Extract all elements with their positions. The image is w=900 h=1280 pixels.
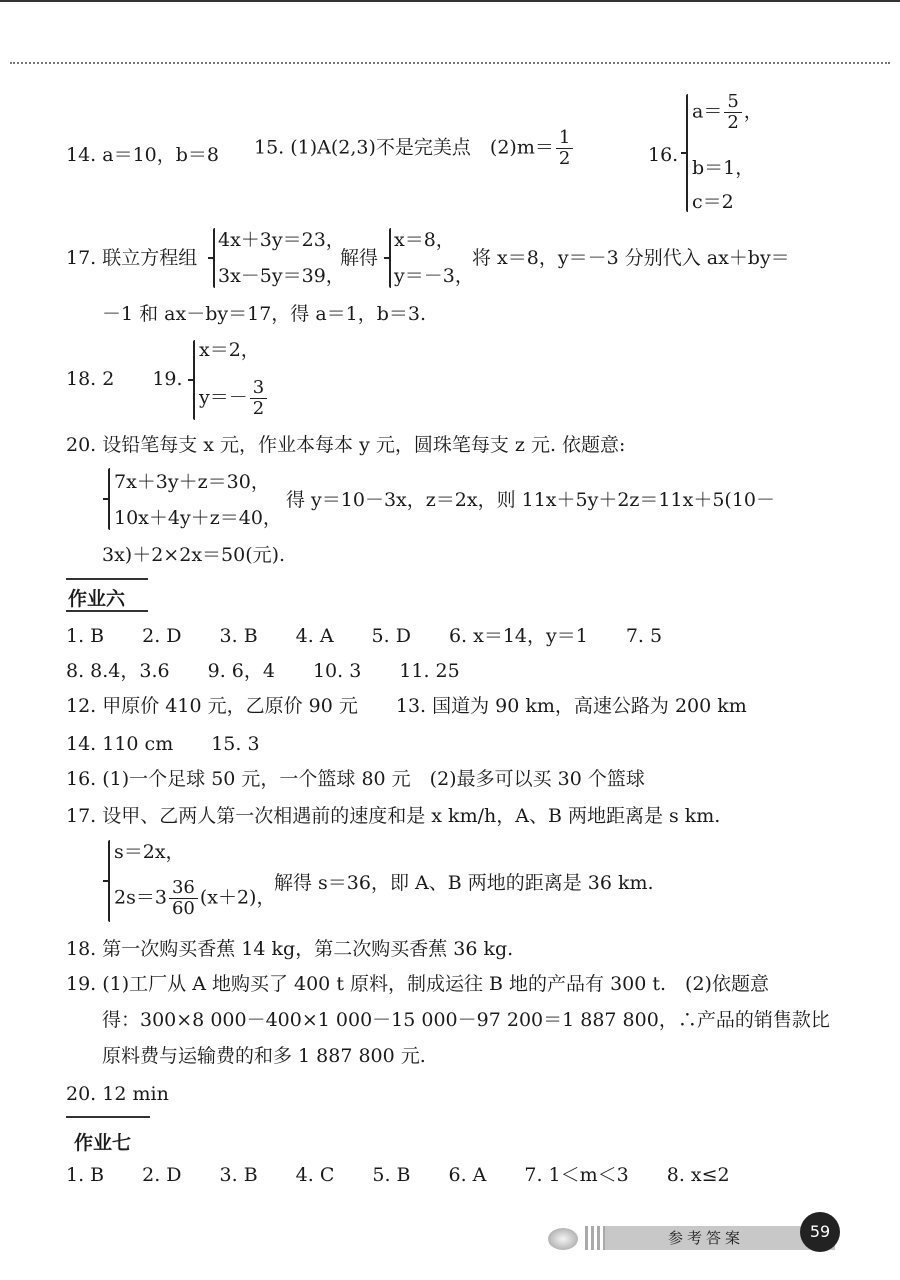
h6-answer-17-intro: 17. 设甲、乙两人第一次相遇前的速度和是 x km/h，A、B 两地距离是 s km. [66,805,721,827]
answer-17-intro: 17. 联立方程组 [66,247,198,269]
section-6-title: 作业六 [68,588,126,610]
answer-17-sol1: x＝8， [394,229,455,251]
h6-answer-19-line1: 19. (1)工厂从 A 地购买了 400 t 原料，制成运往 B 地的产品有 300 t. (2)依题意 [66,973,769,995]
h6-answers-14-15: 14. 110 cm 15. 3 [66,733,260,755]
answer-19-y-text: y＝－ [199,386,248,409]
answer-16-a-fraction [724,92,741,133]
dotted-rule [10,62,890,64]
answer-18-19: 18. 2 19. [66,368,183,390]
section-6-top-line [66,578,148,580]
answer-19-x: x＝2， [199,339,260,361]
answer-17-solve: 解得 [340,247,379,269]
fraction-denominator: 2 [252,398,265,419]
h6-answer-17-fraction [169,878,198,919]
page-number: 59 [800,1212,840,1252]
answer-14: 14. a＝10，b＝8 [66,144,220,166]
h6-answers-1-7: 1. B 2. D 3. B 4. A 5. D 6. x＝14，y＝1 7. 5 [66,625,663,647]
answer-17-eq2: 3x－5y＝39， [218,265,345,287]
h6-answer-17-eq2-tail: (x＋2)， [199,886,276,909]
h6-answer-17-eq1: s＝2x， [114,841,185,863]
sun-ornament [548,1228,578,1250]
h6-answer-17-eq2 [114,878,275,919]
answer-16-a-text: a＝ [692,100,723,123]
answer-15-text: 15. (1)A(2,3)不是完美点 (2)m＝ [254,136,554,159]
h6-answer-18: 18. 第一次购买香蕉 14 kg，第二次购买香蕉 36 kg. [66,938,514,960]
answer-19-fraction [250,378,267,419]
answer-20-brace [108,468,110,530]
answer-16-c: c＝2 [692,191,734,213]
section-7-title: 作业七 [74,1132,132,1154]
h6-answer-19-line3: 原料费与运输费的和多 1 887 800 元. [102,1045,426,1067]
answer-20-intro: 20. 设铅笔每支 x 元，作业本每本 y 元，圆珠笔每支 z 元. 依题意: [66,434,626,456]
h6-answer-17-brace [108,840,110,922]
answer-15 [254,128,575,169]
h6-answer-16: 16. (1)一个足球 50 元，一个篮球 80 元 (2)最多可以买 30 个篮球 [66,768,645,790]
answer-15-fraction [556,128,573,169]
fraction-denominator: 2 [727,112,739,133]
answer-17-system-brace [213,228,215,288]
answer-16-a-tail: ， [743,100,763,123]
answer-17-result: －1 和 ax－by＝17，得 a＝1，b＝3. [102,303,427,325]
answer-16-brace [686,94,688,212]
fraction-numerator: 3 [250,378,267,399]
answer-17-solution-brace [389,228,391,288]
fraction-denominator: 2 [558,148,571,169]
answer-16-b: b＝1， [692,157,755,179]
fraction-numerator: 1 [556,128,573,149]
h7-answers-1-8: 1. B 2. D 3. B 4. C 5. B 6. A 7. 1＜m＜3 8. x≤2 [66,1164,730,1186]
answer-17-sol2: y＝－3， [394,265,474,287]
section-7-top-line [66,1116,150,1118]
section-6-bottom-line [66,610,148,612]
answer-17-tail: 将 x＝8，y＝－3 分别代入 ax＋by＝ [472,247,790,269]
h6-answers-8-11: 8. 8.4，3.6 9. 6，4 10. 3 11. 25 [66,660,460,682]
answer-20-eq2: 10x＋4y＋z＝40， [114,507,282,529]
h6-answers-12-13: 12. 甲原价 410 元，乙原价 90 元 13. 国道为 90 km，高速公路为 200 km [66,695,747,717]
fraction-denominator: 60 [171,898,195,919]
answer-20-tail: 得 y＝10－3x，z＝2x，则 11x＋5y＋2z＝11x＋5(10－ [286,489,775,511]
answer-19-brace [193,340,195,420]
h6-answer-19-line2: 得：300×8 000－400×1 000－15 000－97 200＝1 887 800，∴产品的销售款比 [102,1009,830,1031]
h6-answer-17-result: 解得 s＝36，即 A、B 两地的距离是 36 km. [274,872,654,894]
h6-answer-17-eq2-head: 2s＝3 [114,886,167,909]
answer-20-result: 3x)＋2×2x＝50(元). [102,544,286,566]
answer-20-eq1: 7x＋3y＋z＝30， [114,471,270,493]
stripe-ornament [585,1226,605,1250]
fraction-numerator: 5 [724,92,741,113]
footer-label: 参考答案 [668,1229,745,1247]
h6-answer-20: 20. 12 min [66,1083,169,1105]
answer-19-y [199,378,269,419]
top-rule [0,0,900,2]
answer-16-label: 16. [648,144,679,166]
fraction-numerator: 36 [169,878,198,899]
answer-16-a [692,92,763,133]
answer-17-eq1: 4x＋3y＝23， [218,229,345,251]
